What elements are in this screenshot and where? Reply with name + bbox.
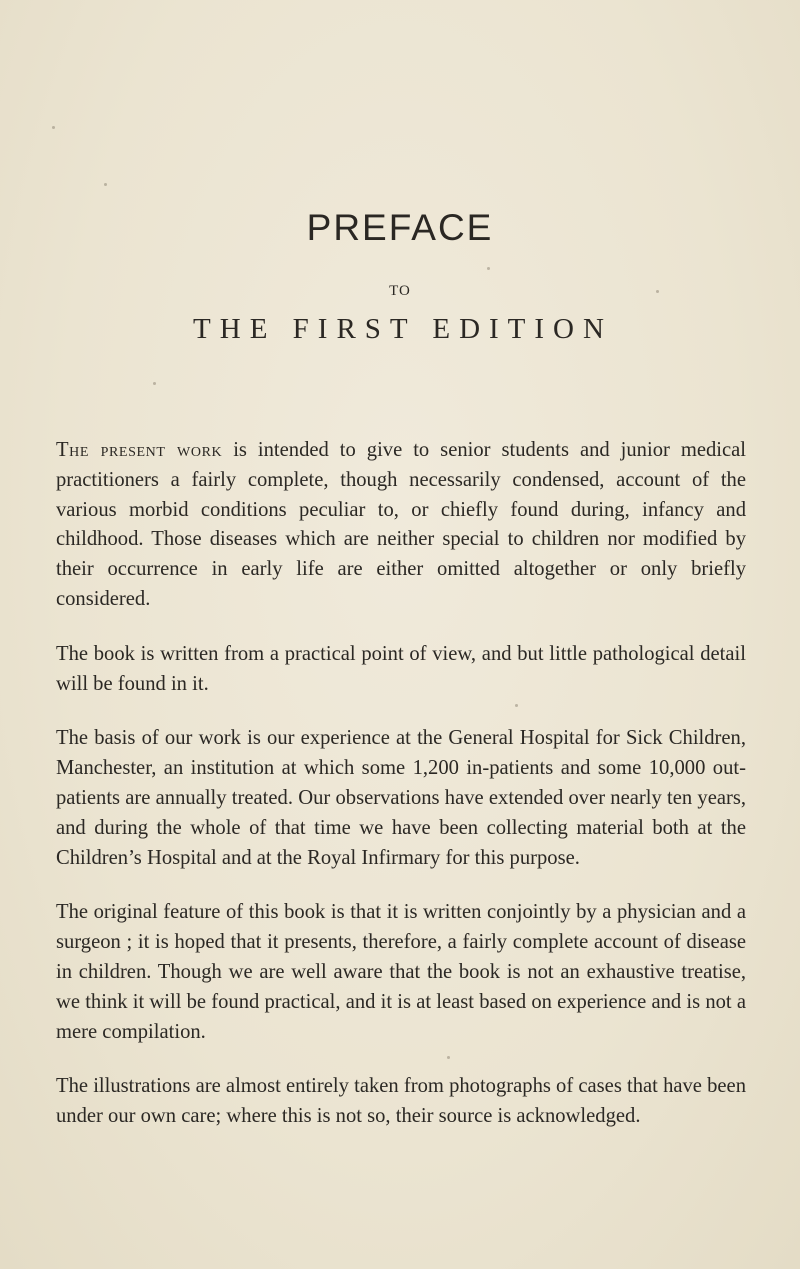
paper-speck: [52, 126, 55, 129]
page-subtitle: THE FIRST EDITION: [193, 313, 613, 345]
page-title: PREFACE: [306, 207, 494, 248]
paragraph-3: [56, 724, 746, 873]
paragraph-text: The original feature of this book is that it is written conjointly by a physician and a surgeon ; it is hoped that it presents, therefore, a fairly complete account of disease in children. Though we are well aware that the book is not an exhaustive treatise, we think it will be found practical, and it is at least based on experience and is not a mere compilation.: [56, 901, 746, 1043]
paragraph-4: [56, 898, 746, 1047]
preface-body: [56, 436, 746, 1157]
paper-speck: [447, 1056, 450, 1059]
title-connector: TO: [389, 283, 411, 299]
paragraph-text: is intended to give to senior students and junior medical practitioners a fairly complete, though necessarily condensed, account of the various morbid conditions peculiar to, or chiefly found during, infancy and childhood. Those diseases which are neither special to children nor modified by their occurrence in early life are either omitted altogether or only briefly considered.: [56, 439, 746, 610]
paper-speck: [104, 183, 107, 186]
paragraph-1: [56, 436, 746, 615]
paragraph-text: The book is written from a practical point of view, and but little pathological detail will be found in it.: [56, 642, 746, 695]
paper-speck: [487, 267, 490, 270]
paragraph-lead: The present work: [56, 439, 223, 461]
paragraph-5: [56, 1072, 746, 1132]
paper-speck: [515, 704, 518, 707]
paragraph-2: [56, 640, 746, 700]
paper-speck: [153, 382, 156, 385]
paper-speck: [656, 290, 659, 293]
paragraph-text: The basis of our work is our experience at the General Hospital for Sick Children, Manchester, an institution at which some 1,200 in-patients and some 10,000 out-patients are annually treated. Our observations have extended over nearly ten years, and during the whole of that time we have been collecting material both at the Children’s Hospital and at the Royal Infirmary for this purpose.: [56, 727, 746, 869]
paragraph-text: The illustrations are almost entirely taken from photographs of cases that have been under our own care; where this is not so, their source is acknowledged.: [56, 1075, 746, 1128]
